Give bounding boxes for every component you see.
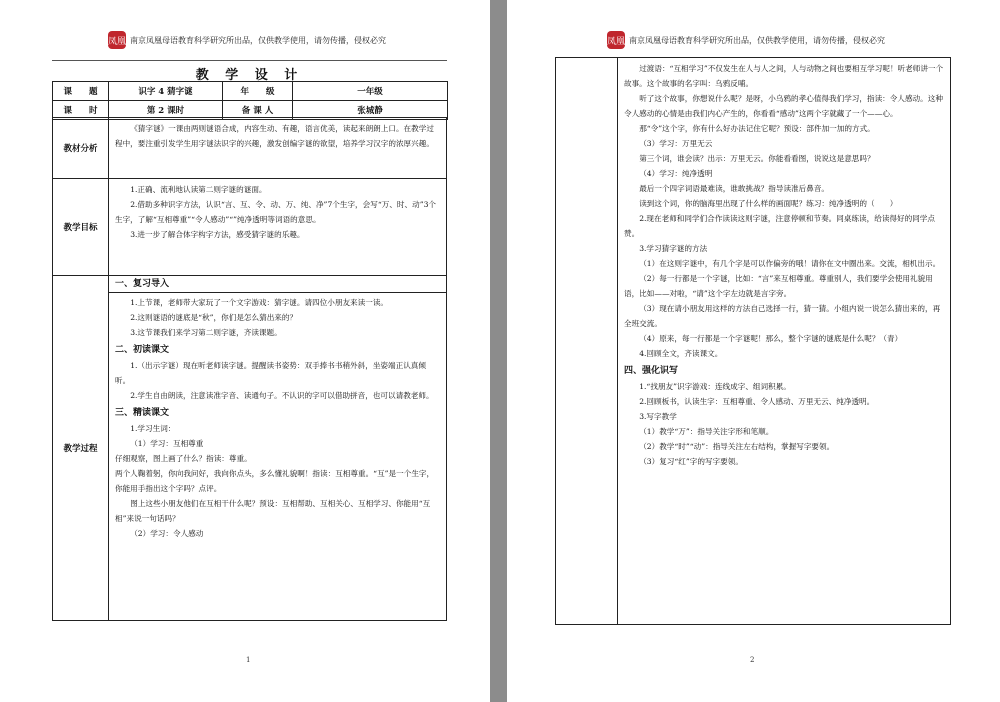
teacher-value: 张城静 — [293, 101, 448, 120]
process-paragraph: （1）在这则字谜中，有几个字是可以作偏旁的哦！请你在文中圈出来。交流，相机出示。 — [639, 259, 941, 268]
process-label-empty — [556, 58, 618, 625]
grade-value: 一年级 — [293, 82, 448, 101]
process-content-page-2 — [618, 58, 951, 625]
process-paragraph: 1.上节课，老师带大家玩了一个文字游戏：猜字谜。请四位小朋友来读一读。 — [130, 298, 389, 307]
meta-table — [52, 81, 448, 120]
process-paragraph: 4.回顾全文，齐读课文。 — [639, 349, 723, 358]
period-label: 课 时 — [53, 101, 109, 120]
process-paragraph: 听了这个故事，你想说什么呢？是呀，小乌鸦的孝心值得我们学习，指读：令人感动。这种令人感动的心情是由我们内心产生的，你看看“感动”这两个字就藏了一个——心。 — [624, 94, 943, 118]
process-paragraph: （4）原来，每一行都是一个字谜呢！那么，整个字谜的谜底是什么呢？（青） — [639, 334, 903, 343]
process-paragraph: 最后一个四字词语最难读，谁敢挑战？指导读准后鼻音。 — [639, 184, 830, 193]
table-row — [53, 82, 448, 101]
page-number: 2 — [750, 656, 755, 664]
teacher-label: 备 课 人 — [223, 101, 293, 120]
process-paragraph: 1.学习生词： — [130, 424, 176, 433]
process-paragraph: 3.学习猜字谜的方法 — [639, 244, 708, 253]
course-label: 课 题 — [53, 82, 109, 101]
process-paragraph: 仔细观察，图上画了什么？指读：尊重。 — [115, 454, 252, 463]
publisher-seal-logo: 凤凰 — [607, 31, 625, 49]
process-paragraph: 第三个词，谁会读？出示：万里无云。你能看看图，说说这是意思吗？ — [639, 154, 875, 163]
process-paragraph: 2.回顾板书，认读生字：互相尊重、令人感动、万里无云、纯净透明。 — [639, 397, 875, 406]
analysis-content — [109, 118, 447, 179]
goals-row — [53, 179, 447, 276]
section-heading: 四、强化识写 — [624, 366, 679, 376]
section-heading: 三、精读课文 — [115, 408, 170, 418]
document-page-2 — [507, 0, 1000, 702]
process-paragraph: （2）学习：令人感动 — [130, 529, 204, 538]
goal-item: 2.借助多种识字方法，认识“言、互、令、动、万、纯、净”7个生字，会写“万、时、动”3个生字，了解“互相尊重”“令人感动”“”纯净透明等词语的意思。 — [115, 200, 436, 224]
lesson-table — [52, 117, 447, 621]
process-paragraph: 3.这节课我们来学习第二则字谜，齐读课题。 — [130, 328, 282, 337]
process-paragraph: 1.“找朋友”识字游戏：连线成字、组词积累。 — [639, 382, 791, 391]
lesson-table-continued — [555, 57, 951, 625]
process-paragraph: （1）学习：互相尊重 — [130, 439, 204, 448]
period-value: 第 2 课时 — [109, 101, 223, 120]
publisher-seal-logo: 凤凰 — [108, 31, 126, 49]
page-header — [607, 28, 885, 52]
process-paragraph: （3）现在请小朋友用这样的方法自己选择一行，猜一猜。小组内说一说怎么猜出来的，再全班交流。 — [624, 304, 941, 328]
process-paragraph: （2）每一行都是一个字谜，比如：“言”来互相尊重。尊重别人，我们要学会使用礼貌用语，比如——对啦，“请”这个字左边就是言字旁。 — [624, 274, 933, 298]
header-text: 南京凤凰母语教育科学研究所出品，仅供教学使用，请勿传播，侵权必究 — [629, 35, 885, 45]
process-row — [556, 58, 951, 625]
process-paragraph: （3）学习：万里无云 — [639, 139, 713, 148]
goals-content — [109, 179, 447, 276]
process-row — [53, 276, 447, 621]
process-paragraph: 1.（出示字谜）现在听老师读字谜。提醒读书姿势：双手捧书书稍外斜，坐姿端正认真倾听。 — [115, 361, 426, 385]
process-paragraph: 两个人鞠着躬，你向我问好，我向你点头，多么懂礼貌啊！指读：互相尊重。“互”是一个生字，你能用手指出这个字吗？点评。 — [115, 469, 435, 493]
analysis-label: 教材分析 — [53, 118, 109, 179]
section-heading: 二、初读课文 — [115, 345, 170, 355]
process-paragraph: 2.现在老师和同学们合作读读这则字谜，注意停顿和节奏。同桌练读，给读得好的同学点赞。 — [624, 214, 935, 238]
analysis-row — [53, 118, 447, 179]
process-paragraph: 2.学生自由朗读，注意读准字音、读通句子。不认识的字可以借助拼音，也可以请教老师。 — [130, 391, 434, 400]
process-paragraph: 过渡语：“互相学习”不仅发生在人与人之间，人与动物之间也要相互学习呢！听老师讲一个故事。这个故事的名字叫：乌鸦反哺。 — [624, 64, 944, 88]
header-divider — [52, 60, 447, 61]
section-heading: 一、复习导入 — [109, 276, 446, 293]
process-label: 教学过程 — [53, 276, 109, 621]
document-page-1 — [0, 0, 490, 702]
process-paragraph: （1）教学“万”：指导关注字形和笔顺。 — [639, 427, 774, 436]
process-paragraph: 2.这则谜语的谜底是“秋”，你们是怎么猜出来的？ — [130, 313, 298, 322]
process-content-page-1 — [109, 276, 447, 621]
document-title: 教 学 设 计 — [195, 68, 304, 83]
goal-item: 1.正确、流利地认读第二则字谜的谜面。 — [130, 185, 267, 194]
process-paragraph: 那“令”这个字，你有什么好办法记住它呢？预设：部件加一加的方式。 — [639, 124, 875, 133]
page-header — [108, 28, 386, 52]
process-paragraph: （3）复习“红”字的写字要领。 — [639, 457, 743, 466]
process-paragraph: （2）教学“时”“动”：指导关注左右结构，掌握写字要领。 — [639, 442, 835, 451]
process-paragraph: 图上这些小朋友他们在互相干什么呢？预设：互相帮助、互相关心、互相学习、你能用“互相”来说一句话吗？ — [115, 499, 431, 523]
analysis-text: 《猜字谜》一课由两则谜语合成，内容生动、有趣，语言优美，读起来朗朗上口。在教学过程中，要注重引发学生用字谜法识字的兴趣，激发创编字谜的欲望，培养学习汉字的浓厚兴趣。 — [115, 124, 434, 148]
goals-label: 教学目标 — [53, 179, 109, 276]
process-paragraph: 3.写字教学 — [639, 412, 677, 421]
process-paragraph: 读到这个词，你的脑海里出现了什么样的画面呢？练习：纯净透明的（ ） — [639, 199, 898, 208]
grade-label: 年 级 — [223, 82, 293, 101]
goal-item: 3.进一步了解合体字构字方法，感受猜字谜的乐趣。 — [130, 230, 305, 239]
page-number: 1 — [246, 656, 251, 664]
process-paragraph: （4）学习：纯净透明 — [639, 169, 713, 178]
course-value: 识字 4 猜字谜 — [109, 82, 223, 101]
header-text: 南京凤凰母语教育科学研究所出品，仅供教学使用，请勿传播，侵权必究 — [130, 35, 386, 45]
